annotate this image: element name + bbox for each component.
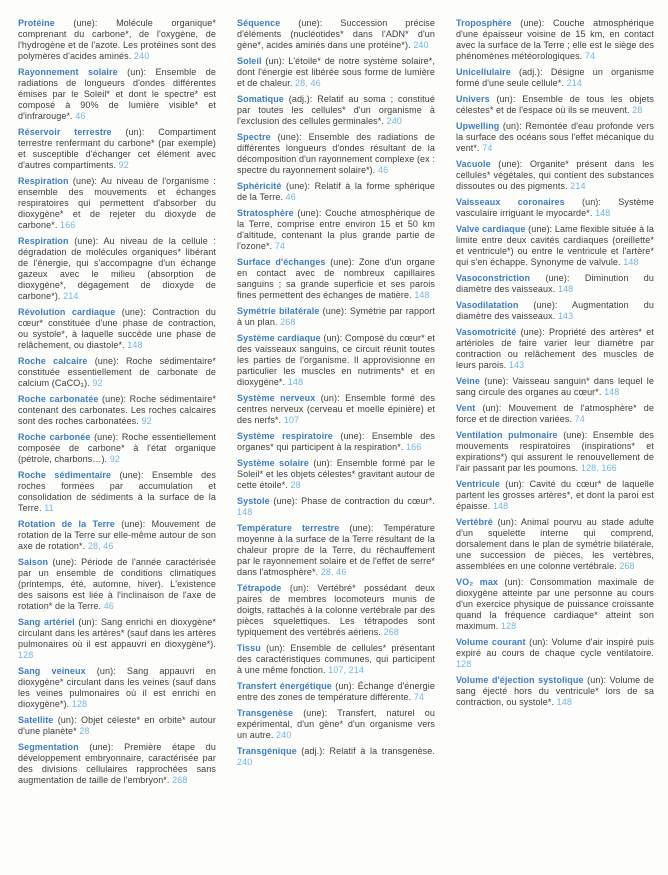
- glossary-definition: Couche atmosphérique de la Terre, comprise entre environ 15 et 50 km d'altitude, contenant la plus grande partie de l'ozone*.: [237, 208, 435, 251]
- glossary-term-gender: (un):: [308, 458, 337, 468]
- glossary-entry: [18, 617, 216, 661]
- glossary-entry: [456, 159, 654, 192]
- glossary-page-reference: 74: [274, 241, 285, 251]
- glossary-page-reference: 92: [118, 160, 129, 170]
- glossary-term-gender: (adj.):: [510, 67, 551, 77]
- glossary-page-reference: 74: [482, 143, 493, 153]
- glossary-definition: Phase de contraction du cœur*.: [301, 496, 435, 506]
- glossary-term: Roche carbonée: [18, 432, 91, 442]
- glossary-entry: [18, 18, 216, 62]
- glossary-term-gender: (un):: [583, 675, 610, 685]
- glossary-definition: Au niveau de la cellule : dégradation de molécules organiques* libérant de l'énergie, qui s'accompagne d'un échange gazeux avec le milieu (absorption de dioxygène*, dégagement de dioxyde de carbone*).: [18, 236, 216, 301]
- glossary-term-gender: (une):: [516, 327, 549, 337]
- glossary-term-gender: (un):: [261, 56, 289, 66]
- glossary-definition: Organite* présent dans les cellules* végétales, qui contient des substances dissoutes ou des pigments.: [456, 159, 654, 191]
- glossary-term: Tétrapode: [237, 583, 282, 593]
- glossary-entry: [237, 257, 435, 301]
- glossary-term: Stratosphère: [237, 208, 294, 218]
- glossary-entry: [237, 496, 435, 518]
- glossary-definition: Ensemble formé des centres nerveux (cerveau et moelle épinière) et des nerfs*.: [237, 393, 435, 425]
- glossary-term: Transfert énergétique: [237, 681, 332, 691]
- glossary-term: Température terrestre: [237, 523, 340, 533]
- glossary-term: Upwelling: [456, 121, 500, 131]
- glossary-definition: Ensemble de radiations de longueurs d'ondes différentes émises par le Soleil* et dont le spectre* est composé à 90% de lumière visible* et d'infrarouge*.: [18, 67, 216, 121]
- glossary-term-gender: (un):: [525, 637, 552, 647]
- glossary-term-gender: (une):: [490, 159, 530, 169]
- glossary-definition: Vertébré* possédant deux paires de membres locomoteurs munis de doigts, rattachés à la colonne vertébrale par des pièces squelettiques. Les tétrapodes sont typiquement des vertébrés aériens.: [237, 583, 435, 637]
- glossary-entry: [456, 517, 654, 572]
- glossary-term-gender: (une):: [293, 708, 338, 718]
- glossary-term: Saison: [18, 557, 49, 567]
- glossary-definition: Volume d'air inspiré puis expiré au cours de chaque cycle ventilatoire.: [456, 637, 654, 658]
- glossary-definition: Système vasculaire irriguant le myocarde*.: [456, 197, 654, 218]
- glossary-term: Rotation de la Terre: [18, 519, 115, 529]
- glossary-definition: Température moyenne à la surface de la Terre résultant de la chaleur propre de la Terre, du réchauffement par le rayonnement solaire et de l'effet de serre* dans l'atmosphère*.: [237, 523, 435, 577]
- glossary-entry: [456, 67, 654, 89]
- glossary-term-gender: (un):: [111, 127, 159, 137]
- glossary-page-reference: 28: [290, 480, 301, 490]
- glossary-page-reference: 268: [280, 317, 296, 327]
- glossary-page-reference: 28, 46: [320, 567, 347, 577]
- glossary-term: Satellite: [18, 715, 54, 725]
- glossary-term: Vasomotricité: [456, 327, 517, 337]
- glossary-definition: Ensemble des roches formées par accumulation et consolidation de sédiments à la surface de la Terre.: [18, 470, 216, 513]
- glossary-term-gender: (une):: [480, 376, 513, 386]
- glossary-term-gender: (une):: [114, 519, 152, 529]
- glossary-entry: [237, 458, 435, 491]
- glossary-page-reference: 128: [71, 699, 88, 709]
- glossary-term: Soleil: [237, 56, 262, 66]
- glossary-term: Volume d'éjection systolique: [456, 675, 584, 685]
- glossary-term: Vacuole: [456, 159, 491, 169]
- glossary-definition: Relatif à la forme sphérique de la Terre.: [237, 181, 436, 202]
- glossary-entry: [456, 403, 654, 425]
- glossary-page-reference: 166: [406, 442, 422, 452]
- glossary-term-gender: (un):: [281, 583, 318, 593]
- glossary-page-reference: 240: [386, 116, 402, 126]
- glossary-term: Volume courant: [456, 637, 526, 647]
- glossary-term-gender: (une):: [54, 18, 117, 28]
- glossary-term-gender: (une):: [332, 431, 372, 441]
- glossary-term: Séquence: [237, 18, 281, 28]
- glossary-definition: Ensemble des organes* qui participent à la respiration*.: [237, 431, 436, 452]
- glossary-definition: Vaisseau sanguin* dans lequel le sang circule des organes au cœur*.: [456, 376, 654, 397]
- glossary-term-gender: (une):: [68, 236, 104, 246]
- glossary-term-gender: (une):: [115, 307, 153, 317]
- glossary-page-reference: 268: [383, 627, 399, 637]
- glossary-definition: Désigne un organisme formé d'une seule cellule*.: [456, 67, 654, 88]
- glossary-definition: Zone d'un organe en contact avec de nombreux capillaires sanguins ; sa grande superficie et ses parois fines permettent des échanges de matière.: [237, 257, 436, 300]
- glossary-definition: Sang appauvri en dioxygène* circulant dans les veines (sauf dans les veines pulmonaires où il est enrichi en dioxygène*).: [18, 666, 216, 709]
- glossary-entry: [237, 523, 435, 578]
- glossary-entry: [18, 519, 216, 552]
- glossary-column-1: [18, 18, 216, 791]
- glossary-page-reference: 74: [584, 51, 596, 61]
- glossary-definition: Lame flexible située à la limite entre deux cavités cardiaques (oreillette* et ventricule*) ou entre le ventricule et l'artère* qui s'en échappe. Synonyme de valvule.: [456, 224, 655, 267]
- glossary-page-reference: 148: [237, 507, 253, 517]
- glossary-term-gender: (un):: [74, 617, 101, 627]
- glossary-term-gender: (un):: [475, 403, 509, 413]
- glossary-entry: [456, 18, 654, 62]
- glossary-term-gender: (un):: [489, 94, 523, 104]
- glossary-term: Symétrie bilatérale: [237, 306, 320, 316]
- glossary-entry: [18, 666, 216, 710]
- glossary-term-gender: (un):: [320, 333, 346, 343]
- glossary-definition: Remontée d'eau profonde vers la surface des océans sous l'effet mécanique du vent*.: [456, 121, 654, 153]
- glossary-term: Univers: [456, 94, 490, 104]
- glossary-term: Ventilation pulmonaire: [456, 430, 558, 440]
- glossary-term: Système solaire: [237, 458, 309, 468]
- glossary-page-reference: 46: [285, 192, 296, 202]
- glossary-entry: [456, 376, 654, 398]
- glossary-term: Transgenèse: [237, 708, 294, 718]
- glossary-definition: L'étoile* de notre système solaire*, dont l'énergie est libérée sous forme de lumière et de chaleur.: [237, 56, 435, 88]
- glossary-page-reference: 46: [377, 165, 389, 175]
- glossary-entry: [456, 197, 654, 219]
- glossary-term-gender: (adj.):: [283, 94, 318, 104]
- glossary-column-2: [237, 18, 435, 791]
- glossary-definition: Ensemble des radiations de différentes longueurs d'ondes résultant de la décomposition d'un rayonnement complexe (ex : spectre du rayonnement solaire*).: [237, 132, 436, 175]
- glossary-page-reference: 143: [508, 360, 525, 370]
- glossary-term: Sang artériel: [18, 617, 75, 627]
- glossary-term: Unicellulaire: [456, 67, 511, 77]
- glossary-term-gender: (une):: [111, 470, 152, 480]
- glossary-entry: [237, 643, 435, 676]
- glossary-definition: Ensemble de tous les objets célestes* et de l'espace où ils se meuvent.: [456, 94, 654, 115]
- glossary-term-gender: (une):: [68, 176, 101, 186]
- glossary-term-gender: (une):: [78, 742, 125, 752]
- glossary-term: Roche sédimentaire: [18, 470, 112, 480]
- glossary-term-gender: (une):: [530, 273, 585, 283]
- glossary-page-reference: 148: [595, 208, 611, 218]
- glossary-column-3: [456, 18, 654, 791]
- glossary-page-reference: 74: [413, 692, 424, 702]
- glossary-page-reference: 28: [632, 105, 643, 115]
- glossary-definition: Mouvement de l'atmosphère* de force et de direction variées.: [456, 403, 654, 424]
- glossary-term-gender: (un):: [499, 121, 526, 131]
- glossary-entry: [237, 132, 435, 176]
- glossary-term: Vasoconstriction: [456, 273, 531, 283]
- glossary-entry: [456, 224, 654, 268]
- glossary-page-reference: 128: [18, 650, 34, 660]
- glossary-term-gender: (une):: [525, 224, 555, 234]
- glossary-term-gender: (une):: [339, 523, 384, 533]
- glossary-definition: Première étape du développement embryonnaire, caractérisée par des divisions cellulaires rapprochées sans augmentation de taille de l'embryon*.: [18, 742, 216, 785]
- glossary-term-gender: (une):: [269, 496, 302, 506]
- glossary-definition: Consommation maximale de dioxygène atteinte par une personne au cours d'un exercice physique de puissance croissante quand la fréquence cardiaque* atteint son maximum.: [456, 577, 654, 631]
- glossary-definition: Succession précise d'éléments (nucléotides* dans l'ADN* d'un gène*, acides aminés dans une protéine*).: [237, 18, 436, 50]
- glossary-page-reference: 214: [63, 291, 79, 301]
- glossary-entry: [237, 181, 435, 203]
- glossary-term-gender: (une):: [87, 356, 126, 366]
- glossary-definition: Échange d'énergie entre des zones de température différente.: [237, 681, 435, 702]
- glossary-term: Segmentation: [18, 742, 79, 752]
- glossary-term-gender: (un):: [564, 197, 619, 207]
- glossary-page-reference: 148: [557, 284, 574, 294]
- glossary-entry: [456, 121, 654, 154]
- glossary-definition: Roche essentiellement composée de carbone* à l'état organique (pétrole, charbons…).: [18, 432, 216, 464]
- glossary-definition: Molécule organique* comprenant du carbone*, de l'oxygène, de l'hydrogène et de l'azote. Les protéines sont des polymères d'acides aminés.: [18, 18, 216, 61]
- glossary-entry: [237, 431, 435, 453]
- glossary-entry: [18, 176, 216, 231]
- glossary-definition: Augmentation du diamètre des vaisseaux.: [456, 300, 654, 321]
- glossary-page-reference: 128: [500, 621, 517, 631]
- glossary-page-reference: 46: [75, 111, 86, 121]
- glossary-entry: [18, 470, 216, 514]
- glossary-term: Système nerveux: [237, 393, 316, 403]
- glossary-page-reference: 28: [79, 726, 90, 736]
- glossary-page-reference: 143: [557, 311, 574, 321]
- glossary-entry: [18, 394, 216, 427]
- glossary-term-gender: (une):: [518, 300, 573, 310]
- glossary-page-reference: 128: [456, 659, 472, 669]
- glossary-definition: Ensemble formé par le Soleil* et les objets célestes* gravitant autour de cette étoile*.: [237, 458, 435, 490]
- glossary-page-reference: 148: [492, 501, 509, 511]
- glossary-page-reference: 240: [276, 730, 292, 740]
- glossary-term-gender: (une):: [270, 132, 309, 142]
- glossary-page-reference: 240: [237, 757, 253, 767]
- glossary-term: Spectre: [237, 132, 271, 142]
- glossary-page-reference: 214: [570, 181, 586, 191]
- glossary-definition: Composé du cœur* et des vaisseaux sanguins, ce circuit réunit toutes les parties de l'organisme. Il approvisionne en particulier les muscles en nutriments* et en dioxygène*.: [237, 333, 435, 387]
- glossary-term: VO₂ max: [456, 577, 499, 587]
- glossary-term-gender: (adj.):: [296, 746, 330, 756]
- glossary-definition: Propriété des artères* et artérioles de faire varier leur diamètre par contraction ou relâchement des muscles de leurs parois.: [456, 327, 654, 370]
- glossary-term: Valve cardiaque: [456, 224, 526, 234]
- glossary-term-gender: (un):: [85, 666, 127, 676]
- glossary-definition: Relatif à la transgenèse.: [329, 746, 435, 756]
- glossary-term: Surface d'échanges: [237, 257, 326, 267]
- glossary-page-reference: 28, 46: [295, 78, 321, 88]
- glossary-entry: [18, 67, 216, 122]
- glossary-term: Ventricule: [456, 479, 501, 489]
- glossary-entry: [18, 127, 216, 171]
- glossary-page-reference: 46: [103, 601, 114, 611]
- glossary-term-gender: (un):: [492, 517, 521, 527]
- glossary-term-gender: (un):: [53, 715, 81, 725]
- glossary-definition: Relatif au soma ; constitué par toutes les cellules* d'un organisme à l'exclusion des cellules germinales*.: [237, 94, 435, 126]
- glossary-term: Révolution cardiaque: [18, 307, 116, 317]
- glossary-term: Respiration: [18, 176, 69, 186]
- glossary-term: Roche carbonatée: [18, 394, 99, 404]
- glossary-term: Sphéricité: [237, 181, 282, 191]
- glossary-entry: [237, 208, 435, 252]
- glossary-term-gender: (un):: [500, 479, 530, 489]
- glossary-page-reference: 107, 214: [328, 665, 364, 675]
- glossary-term: Système respiratoire: [237, 431, 333, 441]
- glossary-entry: [456, 637, 654, 670]
- glossary-term: Vent: [456, 403, 476, 413]
- glossary-term-gender: (une):: [90, 432, 122, 442]
- glossary-page-reference: 92: [92, 378, 103, 388]
- glossary-term-gender: (un):: [331, 681, 358, 691]
- glossary-entry: [18, 307, 216, 351]
- glossary-definition: Objet céleste* en orbite* autour d'une planète*: [18, 715, 216, 736]
- glossary-definition: Période de l'année caractérisée par un ensemble de conditions climatiques (printemps, été, automne, hiver). L'existence des saisons est liée à l'inclinaison de l'axe de rotation* de la Terre.: [18, 557, 216, 611]
- glossary-term-gender: (une):: [280, 18, 341, 28]
- glossary-term: Réservoir terrestre: [18, 127, 112, 137]
- glossary-term: Sang veineux: [18, 666, 86, 676]
- glossary-definition: Volume de sang éjecté hors du ventricule* lors de sa contraction, ou systole*.: [456, 675, 654, 707]
- glossary-entry: [456, 300, 654, 322]
- glossary-entry: [456, 327, 654, 371]
- glossary-page-reference: 148: [127, 340, 143, 350]
- glossary-definition: Contraction du cœur* constituée d'une phase de contraction, ou systole*, à laquelle succède une phase de relâchement, ou diastole*.: [18, 307, 216, 350]
- glossary-page-reference: 268: [172, 775, 188, 785]
- glossary-term-gender: (une):: [281, 181, 315, 191]
- glossary-definition: Symétrie par rapport à un plan.: [237, 306, 435, 327]
- glossary-definition: Transfert, naturel ou expérimental, d'un gène* d'un organisme vers un autre.: [237, 708, 436, 740]
- glossary-page-reference: 107: [283, 415, 300, 425]
- glossary-definition: Roche sédimentaire* contenant des carbonates. Les roches calcaires sont des roches carbonatées.: [18, 394, 217, 426]
- glossary-entry: [237, 746, 435, 768]
- glossary-term: Vertébré: [456, 517, 493, 527]
- glossary-entry: [18, 432, 216, 465]
- glossary-page-reference: 11: [44, 503, 54, 513]
- glossary-term-gender: (un):: [260, 643, 291, 653]
- glossary-definition: Ensemble de cellules* présentant des caractéristiques communes, qui participent à une même fonction.: [237, 643, 436, 675]
- glossary-term: Protéine: [18, 18, 55, 28]
- glossary-term-gender: (une):: [293, 208, 326, 218]
- glossary-term: Transgénique: [237, 746, 297, 756]
- glossary-term: Vasodilatation: [456, 300, 519, 310]
- glossary-term: Systole: [237, 496, 270, 506]
- glossary-entry: [456, 273, 654, 295]
- glossary-term-gender: (un):: [117, 67, 156, 77]
- glossary-entry: [237, 94, 435, 127]
- glossary-page-reference: 148: [287, 377, 304, 387]
- glossary-definition: Cavité du cœur* de laquelle partent les grosses artères*, et dont la paroi est épaisse.: [456, 479, 654, 511]
- glossary-term: Somatique: [237, 94, 284, 104]
- glossary-page-reference: 74: [574, 414, 585, 424]
- glossary-term: Respiration: [18, 236, 69, 246]
- glossary-entry: [18, 715, 216, 737]
- glossary-page-reference: 148: [623, 257, 639, 267]
- glossary-page-reference: 28, 46: [87, 541, 114, 551]
- glossary-entry: [456, 94, 654, 116]
- glossary-term: Veine: [456, 376, 481, 386]
- glossary-term: Roche calcaire: [18, 356, 88, 366]
- glossary-entry: [18, 356, 216, 389]
- glossary-page-reference: 240: [133, 51, 150, 61]
- glossary-definition: Diminution du diamètre des vaisseaux.: [456, 273, 654, 294]
- glossary-page-reference: 214: [566, 78, 582, 88]
- glossary-page-reference: 92: [141, 416, 152, 426]
- glossary-page-reference: 148: [556, 697, 572, 707]
- glossary-entry: [237, 333, 435, 388]
- glossary-definition: Compartiment terrestre renfermant du carbone* (par exemple) et susceptible d'échanger cet élément avec d'autres compartiments.: [18, 127, 216, 170]
- glossary-page-reference: 92: [109, 454, 120, 464]
- glossary-page-reference: 240: [413, 40, 429, 50]
- glossary-definition: Roche sédimentaire* constituée essentiellement de carbonate de calcium (CaCO₃).: [18, 356, 217, 388]
- glossary-entry: [237, 583, 435, 638]
- glossary-term-gender: (une):: [511, 18, 553, 28]
- glossary-page-reference: 148: [604, 387, 620, 397]
- glossary-term-gender: (une):: [319, 306, 350, 316]
- glossary-page-reference: 148: [414, 290, 430, 300]
- glossary-term: Rayonnement solaire: [18, 67, 118, 77]
- glossary-entry: [456, 479, 654, 512]
- glossary-page-reference: 268: [619, 561, 635, 571]
- glossary-term: Vaisseaux coronaires: [456, 197, 565, 207]
- glossary-term: Système cardiaque: [237, 333, 321, 343]
- glossary-term-gender: (une):: [48, 557, 82, 567]
- glossary-definition: Mouvement de rotation de la Terre sur elle-même autour de son axe de rotation*.: [18, 519, 217, 551]
- glossary-entry: [456, 430, 654, 474]
- glossary-definition: Couche atmosphérique d'une épaisseur voisine de 15 km, en contact avec la surface de la Terre ; elle est le siège des phénomènes météorologiques.: [456, 18, 654, 61]
- glossary-entry: [237, 18, 435, 51]
- glossary-definition: Au niveau de l'organisme : ensemble des mouvements et échanges respiratoires qui permettent d'absorber du dioxygène* et de rejeter du dioxyde de carbone*.: [18, 176, 216, 230]
- glossary-definition: Sang enrichi en dioxygène* circulant dans les artères* (sauf dans les artères pulmonaires où il est appauvri en dioxygène*).: [18, 617, 216, 649]
- glossary-entry: [237, 681, 435, 703]
- glossary-entry: [18, 236, 216, 302]
- glossary-entry: [237, 306, 435, 328]
- glossary-entry: [237, 56, 435, 89]
- glossary-entry: [18, 742, 216, 786]
- glossary-entry: [18, 557, 216, 612]
- glossary-term-gender: (une):: [98, 394, 130, 404]
- glossary-entry: [237, 708, 435, 741]
- glossary-page-reference: 128, 166: [580, 463, 617, 473]
- glossary-entry: [456, 675, 654, 708]
- glossary-definition: Ensemble des mouvements respiratoires (inspirations* et expirations*) qui assurent le renouvellement de l'air passant par les poumons.: [456, 430, 655, 473]
- glossary-term: Troposphère: [456, 18, 512, 28]
- glossary-definition: Animal pourvu au stade adulte d'un squelette interne qui comprend, dorsalement dans le plan de symétrie bilatérale, une succession de pièces, les vertèbres, assemblées en une colonne vertébrale.: [456, 517, 654, 571]
- glossary-term-gender: (un):: [498, 577, 530, 587]
- glossary-entry: [456, 577, 654, 632]
- glossary-term-gender: (une):: [557, 430, 593, 440]
- glossary-entry: [237, 393, 435, 426]
- glossary-term-gender: (un):: [315, 393, 346, 403]
- glossary-term: Tissu: [237, 643, 261, 653]
- glossary-term-gender: (une):: [325, 257, 359, 267]
- glossary-page-reference: 166: [60, 220, 76, 230]
